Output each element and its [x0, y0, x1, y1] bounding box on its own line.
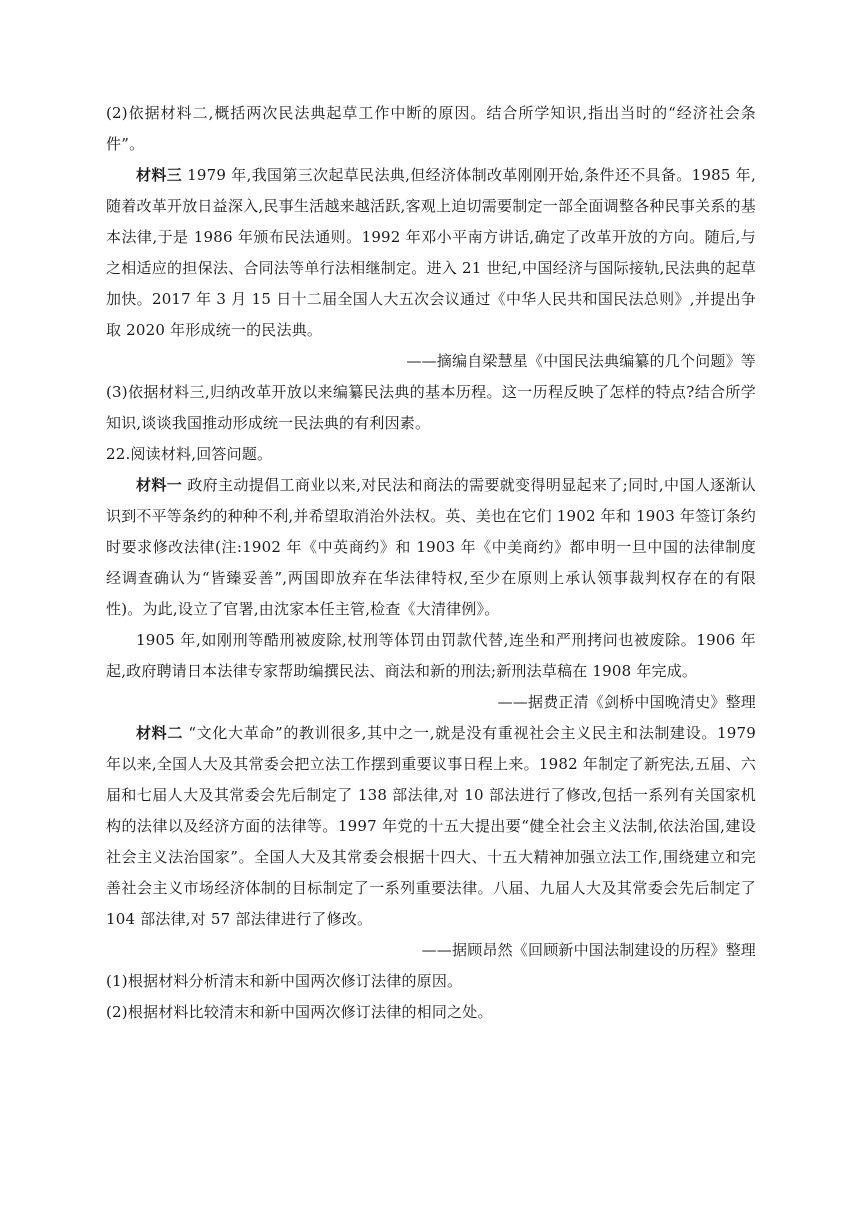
material-2-source: ——据顾昂然《回顾新中国法制建设的历程》整理 [421, 941, 756, 959]
q21-material-3 [106, 160, 756, 346]
material-3-label: 材料三 [136, 166, 183, 184]
q21-sub-question-3: (3)依据材料三,归纳改革开放以来编纂民法典的基本历程。这一历程反映了怎样的特点?结合所学知识,谈谈我国推动形成统一民法典的有利因素。 [106, 383, 756, 432]
material-1-source: ——据费正清《剑桥中国晚清史》整理 [497, 693, 756, 711]
material-3-source: ——摘编自梁慧星《中国民法典编纂的几个问题》等 [406, 352, 756, 370]
q22-sub-question-2: (2)根据材料比较清末和新中国两次修订法律的相同之处。 [106, 1003, 493, 1021]
q21-sub-question-2: (2)依据材料二,概括两次民法典起草工作中断的原因。结合所学知识,指出当时的“经济社会条件”。 [106, 104, 756, 153]
q22-material-2 [106, 718, 756, 935]
material-1-label: 材料一 [136, 476, 183, 494]
q22-material-1-continued: 1905 年,如刚刑等酷刑被废除,杖刑等体罚由罚款代替,连坐和严刑拷问也被废除。1906 年起,政府聘请日本法律专家帮助编撰民法、商法和新的刑法;新刑法草稿在 1908 年完成。 [106, 631, 756, 680]
material-2-text: “文化大革命”的教训很多,其中之一,就是没有重视社会主义民主和法制建设。1979 年以来,全国人大及其常委会把立法工作摆到重要议事日程上来。1982 年制定了新宪法,五届、六届和七届人大及其常委会先后制定了 138 部法律,对 10 部法进行了修改,包括一系列有关国家机构的法律以及经济方面的法律等。1997 年党的十五大提出要“健全社会主义法制,依法治国,建设社会主义法治国家”。全国人大及其常委会根据十四大、十五大精神加强立法工作,围绕建立和完善社会主义市场经济体制的目标制定了一系列重要法律。八届、九届人大及其常委会先后制定了 104 部法律,对 57 部法律进行了修改。 [106, 724, 756, 928]
material-1-text: 政府主动提倡工商业以来,对民法和商法的需要就变得明显起来了;同时,中国人逐渐认识到不平等条约的种种不利,并希望取消治外法权。英、美也在它们 1902 年和 1903 年签订条约时要求修改法律(注:1902 年《中英商约》和 1903 年《中美商约》都申明一旦中国的法律制度经调查确认为“皆臻妥善”,两国即放弃在华法律特权,至少在原则上承认领事裁判权存在的有限性)。为此,设立了官署,由沈家本任主管,检查《大清律例》。 [106, 476, 756, 618]
document-page [106, 98, 756, 1028]
material-2-label: 材料二 [136, 724, 183, 742]
material-3-text: 1979 年,我国第三次起草民法典,但经济体制改革刚刚开始,条件还不具备。1985 年,随着改革开放日益深入,民事生活越来越活跃,客观上迫切需要制定一部全面调整各种民事关系的基本法律,于是 1986 年颁布民法通则。1992 年邓小平南方讲话,确定了改革开放的方向。随后,与之相适应的担保法、合同法等单行法相继制定。进入 21 世纪,中国经济与国际接轨,民法典的起草加快。2017 年 3 月 15 日十二届全国人大五次会议通过《中华人民共和国民法总则》,并提出争取 2020 年形成统一的民法典。 [106, 166, 756, 339]
q22-material-1 [106, 470, 756, 625]
q22-title: 22.阅读材料,回答问题。 [106, 445, 273, 463]
q22-sub-question-1: (1)根据材料分析清末和新中国两次修订法律的原因。 [106, 972, 463, 990]
